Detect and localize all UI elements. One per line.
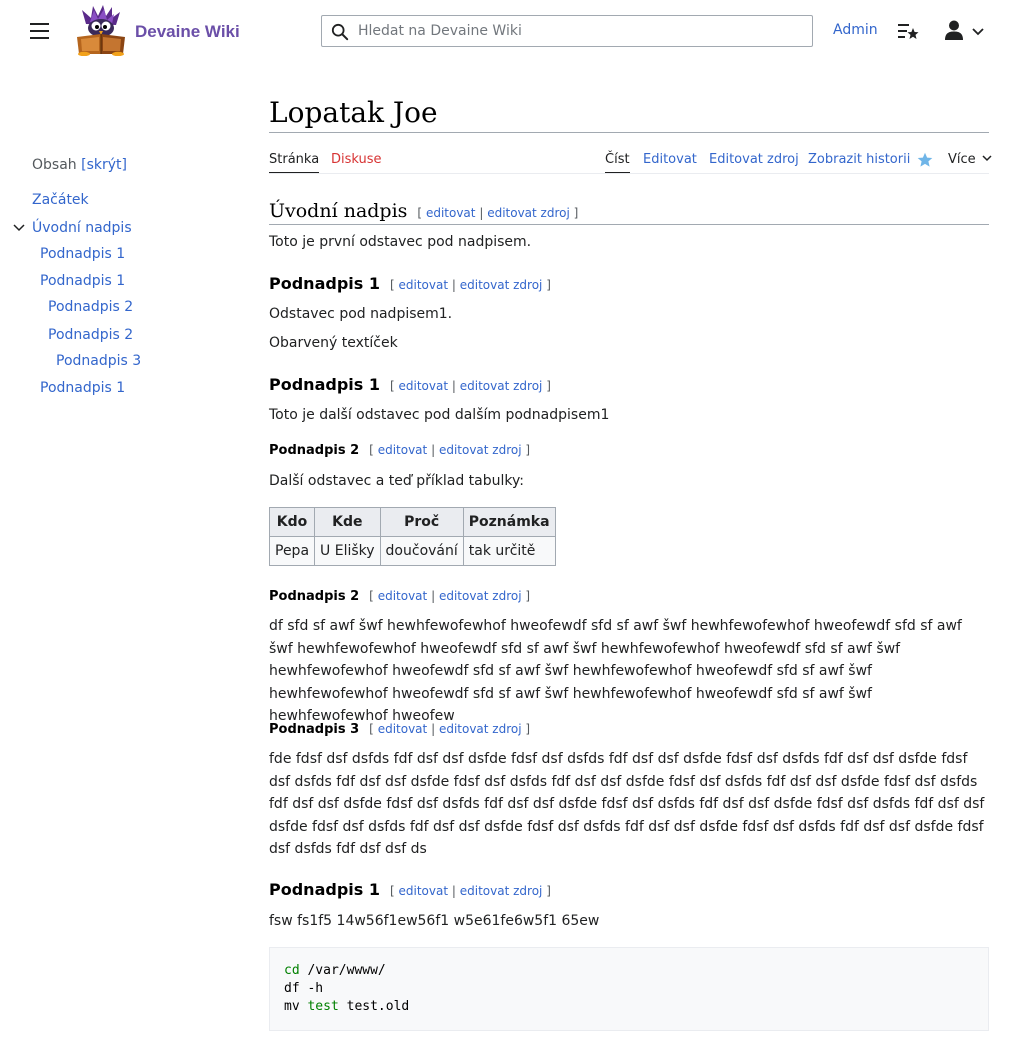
edit-section-source-link[interactable]: editovat zdroj bbox=[438, 589, 522, 603]
tab-history[interactable]: Zobrazit historii bbox=[808, 152, 911, 167]
paragraph: Toto je další odstavec pod dalším podnadpisem1 bbox=[269, 407, 610, 423]
tab-page[interactable]: Stránka bbox=[269, 152, 319, 174]
page-title: Lopatak Joe bbox=[269, 96, 438, 129]
user-menu[interactable] bbox=[944, 19, 988, 43]
toc-item-podnadpis-1[interactable]: Podnadpis 1 bbox=[40, 380, 126, 396]
heading-text: Úvodní nadpis bbox=[269, 200, 408, 222]
paragraph: fsw fs1f5 14w56f1ew56f1 w5e61fe6w5f1 65ew bbox=[269, 913, 600, 929]
toc-item-uvodni-nadpis[interactable]: Úvodní nadpis bbox=[32, 220, 132, 236]
tab-more[interactable] bbox=[948, 152, 992, 167]
tab-edit-source[interactable]: Editovat zdroj bbox=[709, 152, 799, 167]
section-heading bbox=[269, 200, 578, 222]
table-cell: tak určitě bbox=[463, 537, 555, 566]
edit-section-link[interactable]: editovat bbox=[377, 722, 428, 736]
code-line: cd /var/wwww/ bbox=[284, 963, 386, 978]
heading-text: Podnadpis 1 bbox=[269, 274, 380, 293]
section-heading bbox=[269, 880, 551, 899]
site-name[interactable]: Devaine Wiki bbox=[135, 22, 240, 41]
code-line: mv test test.old bbox=[284, 999, 410, 1014]
code-line: df -h bbox=[284, 981, 324, 996]
search-icon bbox=[331, 23, 349, 41]
paragraph: Další odstavec a teď příklad tabulky: bbox=[269, 473, 524, 489]
table-row bbox=[270, 537, 556, 566]
paragraph: fde fdsf dsf dsfds fdf dsf dsf dsfde fdsf dsf dsfds fdf dsf dsf dsfde fdsf dsf dsfds fdf dsf dsf dsfde fdsf dsf dsfds fdf dsf dsf dsfde fdsf dsf dsfds fdf dsf dsf dsfde fdsf dsf dsfds fdf dsf dsf dsfde fdsf dsf dsfds fdf dsf dsf dsfde fdsf dsf dsfds fdf dsf dsf dsfde fdsf dsf dsfds fdf dsf dsf dsfde fdsf dsf dsfds fdf dsf dsf dsfde fdsf dsf dsfds fdf dsf dsf dsfde fdsf dsf dsfds fdf dsf dsf dsfde fdsf dsf dsfds fdf dsf dsf dsfde fdsf dsf dsfds fdf dsf dsf ds bbox=[269, 751, 985, 857]
colored-text: Obarvený textíček bbox=[269, 335, 398, 351]
tab-discussion[interactable]: Diskuse bbox=[331, 152, 382, 167]
edit-section-links: [ editovat | editovat zdroj ] bbox=[417, 206, 579, 220]
title-divider bbox=[269, 132, 989, 133]
edit-section-source-link[interactable]: editovat zdroj bbox=[438, 443, 522, 457]
section-heading bbox=[269, 375, 551, 394]
paragraph: df sfd sf awf šwf hewhfewofewhof hweofewdf sfd sf awf šwf hewhfewofewhof hweofewdf sfd sf awf šwf hewhfewofewhof hweofewdf sfd sf awf šwf hewhfewofewhof hweofewdf sfd sf awf šwf hewhfewofewhof hweofewdf sfd sf awf šwf hewhfewofewhof hweofewdf sfd sf awf šwf hewhfewofewhof hweofewdf sfd sf awf šwf hewhfewofewhof hweofewdf sfd sf awf šwf hewhfewofewhof hweofew bbox=[269, 618, 962, 724]
toc-title: Obsah bbox=[32, 157, 77, 173]
code-block bbox=[269, 947, 989, 1031]
data-table bbox=[269, 507, 556, 566]
search-input[interactable] bbox=[358, 16, 798, 46]
tab-read[interactable]: Číst bbox=[605, 152, 630, 174]
edit-section-link[interactable]: editovat bbox=[398, 884, 449, 898]
edit-section-source-link[interactable]: editovat zdroj bbox=[487, 206, 570, 220]
edit-section-links: [ editovat | editovat zdroj ] bbox=[389, 379, 551, 393]
table-header: Poznámka bbox=[463, 508, 555, 537]
chevron-down-icon bbox=[982, 155, 992, 162]
table-cell: doučování bbox=[380, 537, 463, 566]
edit-section-link[interactable]: editovat bbox=[377, 589, 428, 603]
toc-item-podnadpis-1[interactable]: Podnadpis 1 bbox=[40, 246, 126, 262]
edit-section-link[interactable]: editovat bbox=[377, 443, 428, 457]
site-logo[interactable] bbox=[74, 4, 128, 56]
table-header: Kde bbox=[315, 508, 381, 537]
heading-text: Podnadpis 1 bbox=[269, 880, 380, 899]
heading-text: Podnadpis 2 bbox=[269, 443, 360, 458]
edit-section-link[interactable]: editovat bbox=[425, 206, 476, 220]
tab-more-label: Více bbox=[948, 152, 976, 167]
toc-item-podnadpis-1[interactable]: Podnadpis 1 bbox=[40, 273, 126, 289]
edit-section-links: [ editovat | editovat zdroj ] bbox=[369, 722, 531, 736]
edit-section-link[interactable]: editovat bbox=[398, 379, 449, 393]
edit-section-link[interactable]: editovat bbox=[398, 278, 449, 292]
edit-section-links: [ editovat | editovat zdroj ] bbox=[369, 443, 531, 457]
heading-text: Podnadpis 3 bbox=[269, 722, 360, 737]
heading-text: Podnadpis 2 bbox=[269, 589, 360, 604]
table-cell: Pepa bbox=[270, 537, 315, 566]
edit-section-links: [ editovat | editovat zdroj ] bbox=[389, 278, 551, 292]
chevron-down-icon[interactable] bbox=[13, 224, 25, 232]
tab-edit[interactable]: Editovat bbox=[643, 152, 697, 167]
edit-section-links: [ editovat | editovat zdroj ] bbox=[389, 884, 551, 898]
menu-icon[interactable] bbox=[30, 23, 49, 39]
heading-text: Podnadpis 1 bbox=[269, 375, 380, 394]
section-heading bbox=[269, 443, 530, 458]
edit-section-source-link[interactable]: editovat zdroj bbox=[459, 278, 543, 292]
star-icon[interactable] bbox=[917, 152, 933, 168]
edit-section-source-link[interactable]: editovat zdroj bbox=[438, 722, 522, 736]
user-page-link[interactable]: Admin bbox=[833, 22, 878, 38]
table-header: Kdo bbox=[270, 508, 315, 537]
section-heading bbox=[269, 589, 530, 604]
header bbox=[0, 0, 1018, 62]
section-heading bbox=[269, 274, 551, 293]
toc-item-podnadpis-2[interactable]: Podnadpis 2 bbox=[48, 327, 134, 343]
toc-item-podnadpis-2[interactable]: Podnadpis 2 bbox=[48, 299, 134, 315]
edit-section-source-link[interactable]: editovat zdroj bbox=[459, 379, 543, 393]
edit-section-links: [ editovat | editovat zdroj ] bbox=[369, 589, 531, 603]
section-heading bbox=[269, 722, 530, 737]
toc-item-zacatek[interactable]: Začátek bbox=[32, 192, 89, 208]
watchlist-icon[interactable] bbox=[897, 21, 919, 41]
table-cell: U Elišky bbox=[315, 537, 381, 566]
search-box[interactable] bbox=[321, 15, 813, 47]
toc-item-podnadpis-3[interactable]: Podnadpis 3 bbox=[56, 353, 142, 369]
table-header-row bbox=[270, 508, 556, 537]
paragraph: Toto je první odstavec pod nadpisem. bbox=[269, 234, 532, 250]
toc-toggle[interactable]: [skrýt] bbox=[81, 157, 127, 173]
user-icon bbox=[944, 19, 988, 43]
edit-section-source-link[interactable]: editovat zdroj bbox=[459, 884, 543, 898]
table-header: Proč bbox=[380, 508, 463, 537]
paragraph: Odstavec pod nadpisem1. bbox=[269, 306, 453, 322]
